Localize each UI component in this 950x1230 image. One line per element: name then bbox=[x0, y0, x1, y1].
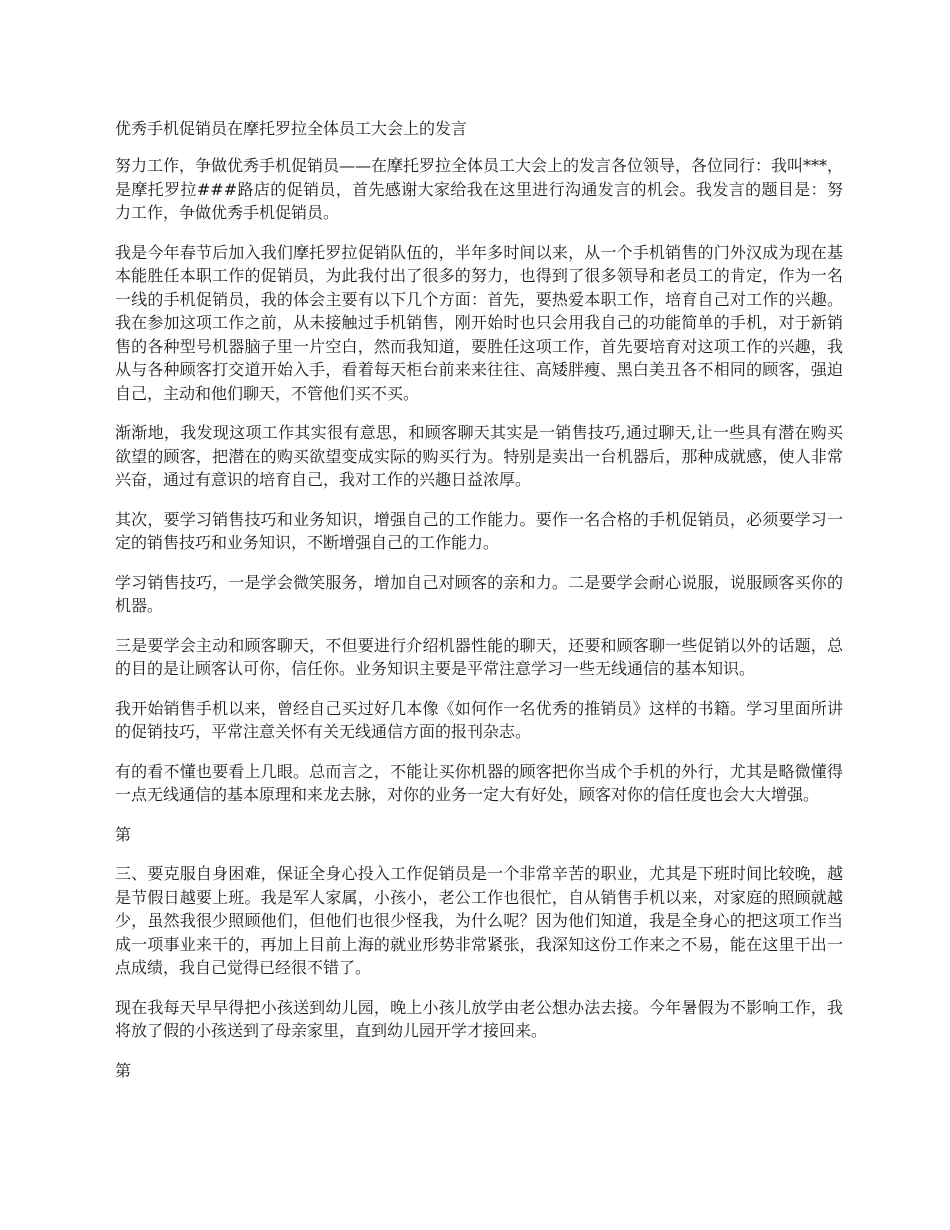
paragraph-intro: 努力工作，争做优秀手机促销员——在摩托罗拉全体员工大会上的发言各位领导，各位同行：我叫***，是摩托罗拉###路店的促销员，首先感谢大家给我在这里进行沟通发言的机会。我发言的题目是：努力工作，争做优秀手机促销员。 bbox=[115, 156, 844, 222]
document-title: 优秀手机促销员在摩托罗拉全体员工大会上的发言 bbox=[115, 119, 468, 138]
paragraph-third-point: 三、要克服自身困难，保证全身心投入工作促销员是一个非常辛苦的职业，尤其是下班时间比较晚，越是节假日越要上班。我是军人家属，小孩小，老公工作也很忙，自从销售手机以来，对家庭的照顾就越少，虽然我很少照顾他们，但他们也很少怪我，为什么呢？因为他们知道，我是全身心的把这项工作当成一项事业来干的，再加上目前上海的就业形势非常紧张，我深知这份工作来之不易，能在这里干出一点成绩，我自己觉得已经很不错了。 bbox=[115, 864, 843, 977]
paragraph-summary: 有的看不懂也要看上几眼。总而言之，不能让买你机器的顾客把你当成个手机的外行，尤其是略微懂得一点无线通信的基本原理和来龙去脉，对你的业务一定大有好处，顾客对你的信任度也会大大增强。 bbox=[115, 761, 843, 804]
paragraph-sales-skills: 学习销售技巧，一是学会微笑服务，增加自己对顾客的亲和力。二是要学会耐心说服，说服顾客买你的机器。 bbox=[115, 572, 843, 615]
paragraph-daily-routine: 现在我每天早早得把小孩送到幼儿园，晚上小孩儿放学由老公想办法去接。今年暑假为不影响工作，我将放了假的小孩送到了母亲家里，直到幼儿园开学才接回来。 bbox=[115, 997, 843, 1040]
paragraph-marker-1: 第 bbox=[115, 824, 132, 844]
paragraph-first-point: 我是今年春节后加入我们摩托罗拉促销队伍的，半年多时间以来，从一个手机销售的门外汉成为现在基本能胜任本职工作的促销员，为此我付出了很多的努力，也得到了很多领导和老员工的肯定，作为一名一线的手机促销员，我的体会主要有以下几个方面：首先，要热爱本职工作，培育自己对工作的兴趣。我在参加这项工作之前，从未接触过手机销售，刚开始时也只会用我自己的功能简单的手机，对于新销售的各种型号机器脑子里一片空白，然而我知道，要胜任这项工作，首先要培育对这项工作的兴趣，我从与各种顾客打交道开始入手，看着每天柜台前来来往往、高矮胖瘦、黑白美丑各不相同的顾客，强迫自己，主动和他们聊天，不管他们买不买。 bbox=[115, 242, 843, 403]
paragraph-second-point: 其次，要学习销售技巧和业务知识，增强自己的工作能力。要作一名合格的手机促销员，必须要学习一定的销售技巧和业务知识，不断增强自己的工作能力。 bbox=[115, 509, 843, 552]
paragraph-chat-customers: 三是要学会主动和顾客聊天，不但要进行介绍机器性能的聊天，还要和顾客聊一些促销以外的话题，总的目的是让顾客认可你，信任你。业务知识主要是平常注意学习一些无线通信的基本知识。 bbox=[115, 635, 843, 678]
paragraph-interest: 渐渐地，我发现这项工作其实很有意思，和顾客聊天其实是一销售技巧,通过聊天,让一些具有潜在购买欲望的顾客，把潜在的购买欲望变成实际的购买行为。特别是卖出一台机器后，那种成就感，使人非常兴奋，通过有意识的培育自己，我对工作的兴趣日益浓厚。 bbox=[115, 423, 843, 489]
paragraph-marker-2: 第 bbox=[115, 1060, 132, 1080]
document-page bbox=[115, 118, 843, 1098]
paragraph-books: 我开始销售手机以来，曾经自己买过好几本像《如何作一名优秀的推销员》这样的书籍。学习里面所讲的促销技巧，平常注意关怀有关无线通信方面的报刊杂志。 bbox=[115, 698, 843, 741]
